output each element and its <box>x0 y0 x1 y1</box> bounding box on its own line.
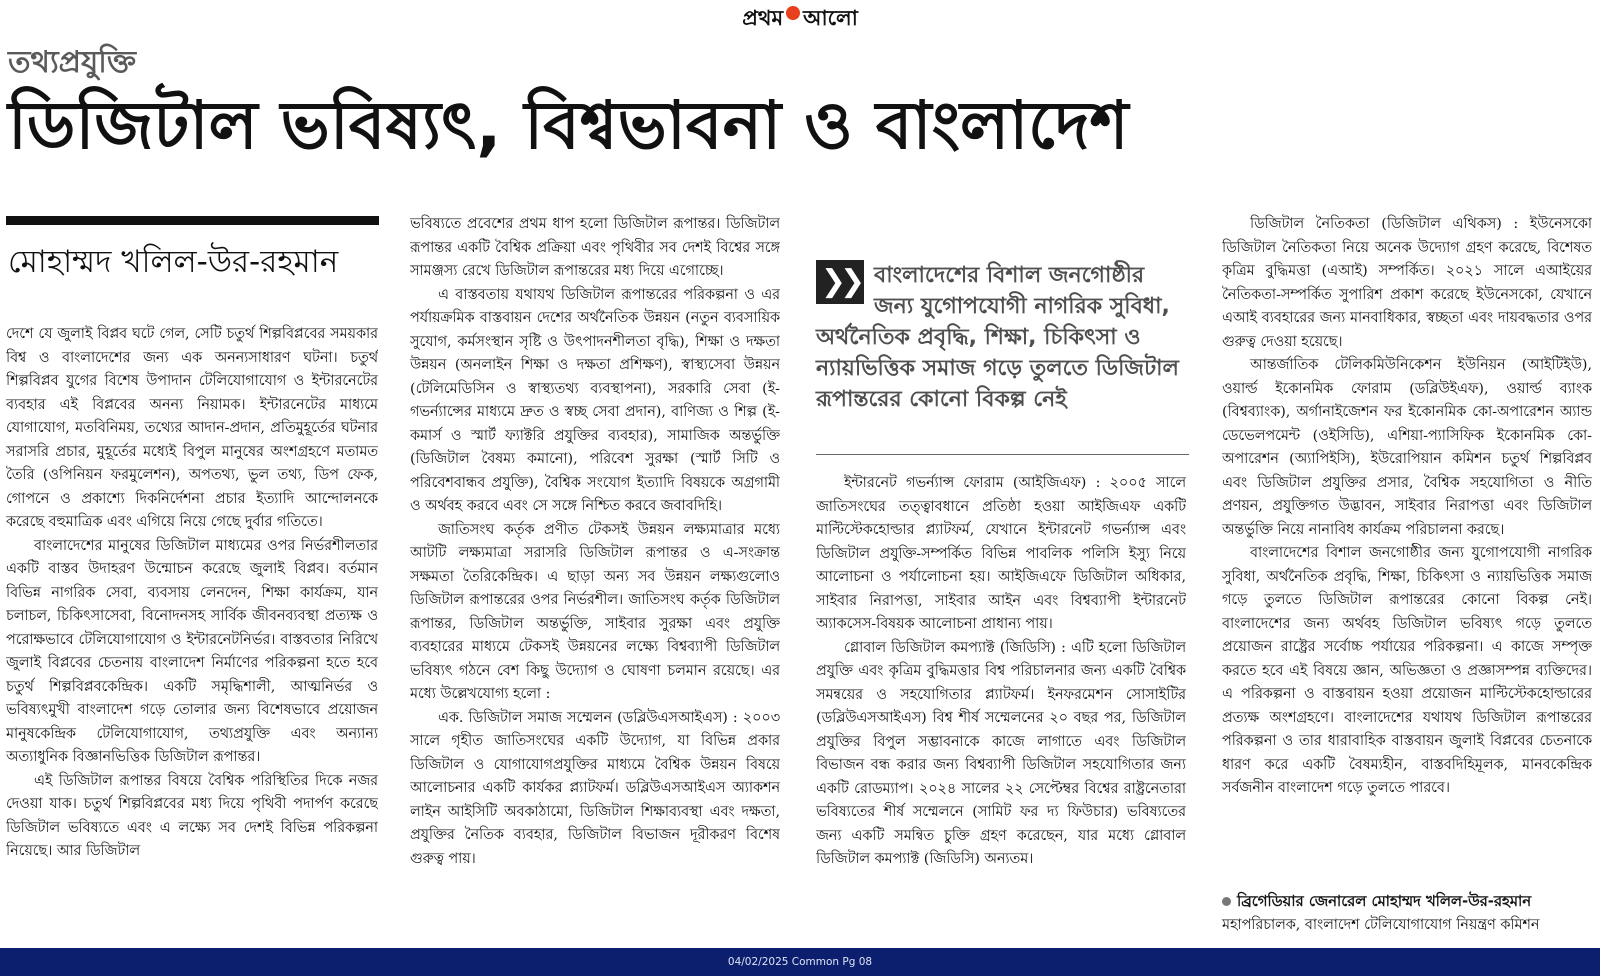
section-kicker: তথ্যপ্রযুক্তি <box>8 45 137 80</box>
page-footer: 04/02/2025 Common Pg 08 <box>0 948 1600 976</box>
byline-rule <box>6 216 379 225</box>
author-name: ব্রিগেডিয়ার জেনারেল মোহাম্মদ খলিল-উর-রহমান <box>1237 893 1532 910</box>
paragraph: আন্তর্জাতিক টেলিকমিউনিকেশন ইউনিয়ন (আইটিইউ), ওয়ার্ল্ড ইকোনমিক ফোরাম (ডব্লিউইএফ), ওয়ার্ল্ড ব্যাংক (বিশ্বব্যাংক), অর্গানাইজেশন ফর ইকোনমিক কো-অপারেশন অ্যান্ড ডেভেলপমেন্ট (ওইসিডি), এশিয়া-প্যাসিফিক ইকোনমিক কো-অপারেশন (অ্যাপিইসি), ইউরোপিয়ান কমিশন চতুর্থ শিল্পবিপ্লব এবং ডিজিটাল প্রযুক্তির প্রসার, বৈশ্বিক সহযোগিতা ও নীতি প্রণয়ন, প্রযুক্তিগত উদ্ভাবন, সাইবার নিরাপত্তা এবং ডিজিটাল অন্তর্ভুক্তি নিয়ে নানাবিধ কার্যক্রম পরিচালনা করছে। <box>1222 357 1592 538</box>
paragraph: ডিজিটাল নৈতিকতা (ডিজিটাল এথিকস) : ইউনেসকো ডিজিটাল নৈতিকতা নিয়ে অনেক উদ্যোগ গ্রহণ করেছে, বিশেষত কৃত্রিম বুদ্ধিমত্তা (এআই) সম্পর্কিত। ২০২১ সালে এআইয়ের নৈতিকতা-সম্পর্কিত সুপারিশ প্রকাশ করেছে ইউনেসকো, যেখানে এআই ব্যবহারের জন্য মানবাধিকার, স্বচ্ছতা এবং দায়বদ্ধতার ওপর গুরুত্ব দেওয়া হয়েছে। <box>1222 216 1592 350</box>
paragraph: এক. ডিজিটাল সমাজ সম্মেলন (ডব্লিউএসআইএস) : ২০০৩ সালে গৃহীত জাতিসংঘের একটি উদ্যোগ, যা বিভিন্ন প্রকার ডিজিটাল ও যোগাযোগপ্রযুক্তির মাধ্যমে বৈশ্বিক উন্নয়ন বিষয়ে আলোচনার একটি কার্যকর প্ল্যাটফর্ম। ডব্লিউএসআইএস অ্যাকশন লাইন আইসিটি অবকাঠামো, ডিজিটাল শিক্ষাব্যবস্থা এবং দক্ষতা, প্রযুক্তির নৈতিক ব্যবহার, ডিজিটাল বিভাজন দূরীকরণ বিশেষ গুরুত্ব পায়। <box>410 709 780 867</box>
paragraph: গ্লোবাল ডিজিটাল কমপ্যাক্ট (জিডিসি) : এটি হলো ডিজিটাল প্রযুক্তি এবং কৃত্রিম বুদ্ধিমত্তার বিশ্ব পরিচালনার জন্য একটি বৈশ্বিক সমন্বয়ের ও সহযোগিতার প্ল্যাটফর্ম। ইনফরমেশন সোসাইটির (ডব্লিউএসআইএস) বিশ্ব শীর্ষ সম্মেলনের ২০ বছর পর, ডিজিটাল প্রযুক্তির বিপুল সম্ভাবনাকে কাজে লাগাতে এবং ডিজিটাল বিভাজন বন্ধ করার জন্য বিশ্বব্যাপী ডিজিটাল সহযোগিতার জন্য একটি রোডম্যাপ। ২০২৪ সালের ২২ সেপ্টেম্বর বিশ্বের রাষ্ট্রনেতারা ভবিষ্যতের শীর্ষ সম্মেলনে (সামিট ফর দ্য ফিউচার) ভবিষ্যতের জন্য একটি সমন্বিত চুক্তি গ্রহণ করেছেন, যার মধ্যে গ্লোবাল ডিজিটাল কমপ্যাক্ট (জিডিসি) অন্যতম। <box>816 639 1186 867</box>
article-column-4 <box>1222 213 1592 885</box>
sun-icon <box>786 6 800 20</box>
paragraph: দেশে যে জুলাই বিপ্লব ঘটে গেল, সেটি চতুর্থ শিল্পবিপ্লবের সময়কার বিশ্ব ও বাংলাদেশের জন্য এক অনন্যসাধারণ ঘটনা। চতুর্থ শিল্পবিপ্লব যুগের বিশেষ উপাদান টেলিযোগাযোগ ও ইন্টারনেটের ব্যবহার এই বিপ্লবের অনন্য নিয়ামক। ইন্টারনেটের মাধ্যমে যোগাযোগ, মতবিনিময়, তথ্যের আদান-প্রদান, প্রতিমুহূর্তের ঘটনার সরাসরি প্রচার, মুহূর্তের মধ্যেই বিপুল মানুষের অংশগ্রহণে মতামত তৈরি (ওপিনিয়ন ফরমুলেশন), অপতথ্য, ভুল তথ্য, ডিপ ফেক, গোপনে ও প্রকাশ্যে দিকনির্দেশনা প্রচার ইত্যাদি আন্দোলনকে করেছে বহুমাত্রিক এবং এগিয়ে নিয়ে গেছে দুর্বার গতিতে। <box>6 326 378 530</box>
article-column-1 <box>6 323 378 923</box>
paragraph: ভবিষ্যতে প্রবেশের প্রথম ধাপ হলো ডিজিটাল রূপান্তর। ডিজিটাল রূপান্তর একটি বৈশ্বিক প্রক্রিয়া এবং পৃথিবীর সব দেশই বিশ্বের সঙ্গে সামঞ্জস্য রেখে ডিজিটাল রূপান্তরের মধ্য দিয়ে এগোচ্ছে। <box>410 216 780 279</box>
paragraph: বাংলাদেশের বিশাল জনগোষ্ঠীর জন্য যুগোপযোগী নাগরিক সুবিধা, অর্থনৈতিক প্রবৃদ্ধি, শিক্ষা, চিকিৎসা ও ন্যায়ভিত্তিক সমাজ গড়ে তুলতে ডিজিটাল রূপান্তরের কোনো বিকল্প নেই। বাংলাদেশের জন্য অর্থবহ ডিজিটাল ভবিষ্যৎ গড়ে তুলতে প্রয়োজন রাষ্ট্রের সর্বোচ্চ পর্যায়ের পরিকল্পনা। এ কাজে সম্পৃক্ত করতে হবে এই বিষয়ে জ্ঞান, অভিজ্ঞতা ও প্রজ্ঞাসম্পন্ন ব্যক্তিদের। এ পরিকল্পনা ও বাস্তবায়ন হওয়া প্রয়োজন মাল্টিস্টেকহোল্ডারের প্রত্যক্ষ অংশগ্রহণে। বাংলাদেশের যথাযথ ডিজিটাল রূপান্তরের পরিকল্পনা ও তার ধারাবাহিক বাস্তবায়ন জুলাই বিপ্লবের চেতনাকে ধারণ করে একটি বৈষম্যহীন, বাস্তবদিহিমূলক, মানবকেন্দ্রিক সর্বজনীন বাংলাদেশ গড়ে তুলতে পারবে। <box>1222 545 1592 796</box>
article-column-3 <box>816 472 1186 932</box>
paragraph: এই ডিজিটাল রূপান্তর বিষয়ে বৈশ্বিক পরিস্থিতির দিকে নজর দেওয়া যাক। চতুর্থ শিল্পবিপ্লবের মধ্য দিয়ে পৃথিবী পদার্পণ করেছে ডিজিটাল ভবিষ্যতে এবং এ লক্ষ্যে সব দেশই বিভিন্ন পরিকল্পনা নিয়েছে। আর ডিজিটাল <box>6 772 378 859</box>
article-headline: ডিজিটাল ভবিষ্যৎ, বিশ্বভাবনা ও বাংলাদেশ <box>8 87 1129 164</box>
pull-quote-divider <box>816 454 1189 455</box>
masthead-logo <box>0 2 1600 36</box>
author-title: মহাপরিচালক, বাংলাদেশ টেলিযোগাযোগ নিয়ন্ত্রণ কমিশন <box>1222 917 1540 933</box>
pull-quote <box>816 260 1186 450</box>
double-chevron-icon: ❯❯ <box>816 260 864 304</box>
byline: মোহাম্মদ খলিল-উর-রহমান <box>8 244 339 280</box>
pull-quote-text: বাংলাদেশের বিশাল জনগোষ্ঠীর জন্য যুগোপযোগী নাগরিক সুবিধা, অর্থনৈতিক প্রবৃদ্ধি, শিক্ষা, চিকিৎসা ও ন্যায়ভিত্তিক সমাজ গড়ে তুলতে ডিজিটাল রূপান্তরের কোনো বিকল্প নেই <box>816 263 1179 412</box>
paragraph: জাতিসংঘ কর্তৃক প্রণীত টেকসই উন্নয়ন লক্ষ্যমাত্রার মধ্যে আটটি লক্ষ্যমাত্রা সরাসরি ডিজিটাল রূপান্তর ও এ-সংক্রান্ত সক্ষমতা তৈরিকেন্দ্রিক। এ ছাড়া অন্য সব উন্নয়ন লক্ষ্যগুলোও ডিজিটাল রূপান্তরের ওপর নির্ভরশীল। জাতিসংঘ কর্তৃক ডিজিটাল রূপান্তর, ডিজিটাল অন্তর্ভুক্তি, সাইবার সুরক্ষা এবং প্রযুক্তি ব্যবহারের মাধ্যমে টেকসই উন্নয়নের লক্ষ্যে বিশ্বব্যাপী ডিজিটাল ভবিষ্যৎ গঠনে বেশ কিছু উদ্যোগ ও ঘোষণা চলমান রয়েছে। এর মধ্যে উল্লেখযোগ্য হলো : <box>410 521 780 702</box>
author-credit <box>1222 890 1600 937</box>
bullet-icon <box>1222 897 1231 906</box>
paragraph: এ বাস্তবতায় যথাযথ ডিজিটাল রূপান্তরের পরিকল্পনা ও এর পর্যায়ক্রমিক বাস্তবায়ন দেশের অর্থনৈতিক উন্নয়ন (নতুন ব্যবসায়িক সুযোগ, কর্মসংস্থান সৃষ্টি ও উৎপাদনশীলতা বৃদ্ধি), শিক্ষা ও দক্ষতা উন্নয়ন (অনলাইন শিক্ষা ও দক্ষতা প্রশিক্ষণ), স্বাস্থ্যসেবা উন্নয়ন (টেলিমেডিসিন ও স্বাস্থ্যতথ্য ব্যবস্থাপনা), সরকারি সেবা (ই-গভর্ন্যান্সের মাধ্যমে দ্রুত ও স্বচ্ছ সেবা প্রদান), বাণিজ্য ও শিল্প (ই-কমার্স ও স্মার্ট ফ্যাক্টরি প্রযুক্তির ব্যবহার), সামাজিক অন্তর্ভুক্তি (ডিজিটাল বৈষম্য কমানো), পরিবেশ সুরক্ষা (স্মার্ট সিটি ও পরিবেশবান্ধব প্রযুক্তি), বৈশ্বিক সংযোগ ইত্যাদি বিষয়কে অগ্রগামী ও অর্থবহ করবে এবং সে সঙ্গে নিশ্চিত করবে জবাবদিহি। <box>410 286 780 514</box>
logo-part-2: আলো <box>803 5 858 30</box>
logo-part-1: প্রথম <box>742 5 784 30</box>
article-column-2 <box>410 213 780 931</box>
paragraph: বাংলাদেশের মানুষের ডিজিটাল মাধ্যমের ওপর নির্ভরশীলতার একটি বাস্তব উদাহরণ উন্মোচন করেছে জুলাই বিপ্লব। বর্তমান বিভিন্ন নাগরিক সেবা, ব্যবসায় লেনদেন, শিক্ষা কার্যক্রম, যান চলাচল, চিকিৎসাসেবা, বিনোদনসহ সার্বিক জীবনব্যবস্থা প্রত্যক্ষ ও পরোক্ষভাবে টেলিযোগাযোগ ও ইন্টারনেটনির্ভর। বাস্তবতার নিরিখে জুলাই বিপ্লবের চেতনায় বাংলাদেশ নির্মাণের পরিকল্পনা হতে হবে চতুর্থ শিল্পবিপ্লবকেন্দ্রিক। একটি সমৃদ্ধিশালী, আত্মনির্ভর ও ভবিষ্যৎমুখী বাংলাদেশ গড়ে তোলার জন্য বিশেষভাবে প্রয়োজন মানুষকেন্দ্রিক টেলিযোগাযোগ, তথ্যপ্রযুক্তি এবং অন্যান্য অত্যাধুনিক বিজ্ঞানভিত্তিক ডিজিটাল রূপান্তর। <box>6 537 378 765</box>
paragraph: ইন্টারনেট গভর্ন্যান্স ফোরাম (আইজিএফ) : ২০০৫ সালে জাতিসংঘের তত্ত্বাবধানে প্রতিষ্ঠা হওয়া আইজিএফ একটি মাল্টিস্টেকহোল্ডার প্ল্যাটফর্ম, যেখানে ইন্টারনেট গভর্ন্যান্স এবং ডিজিটাল প্রযুক্তি-সম্পর্কিত বিভিন্ন পাবলিক পলিসি ইস্যু নিয়ে আলোচনা ও পর্যালোচনা হয়। আইজিএফে ডিজিটাল অধিকার, সাইবার নিরাপত্তা, সাইবার আইন এবং বিশ্বব্যাপী ইন্টারনেট অ্যাকসেস-বিষয়ক আলোচনা প্রাধান্য পায়। <box>816 475 1186 632</box>
